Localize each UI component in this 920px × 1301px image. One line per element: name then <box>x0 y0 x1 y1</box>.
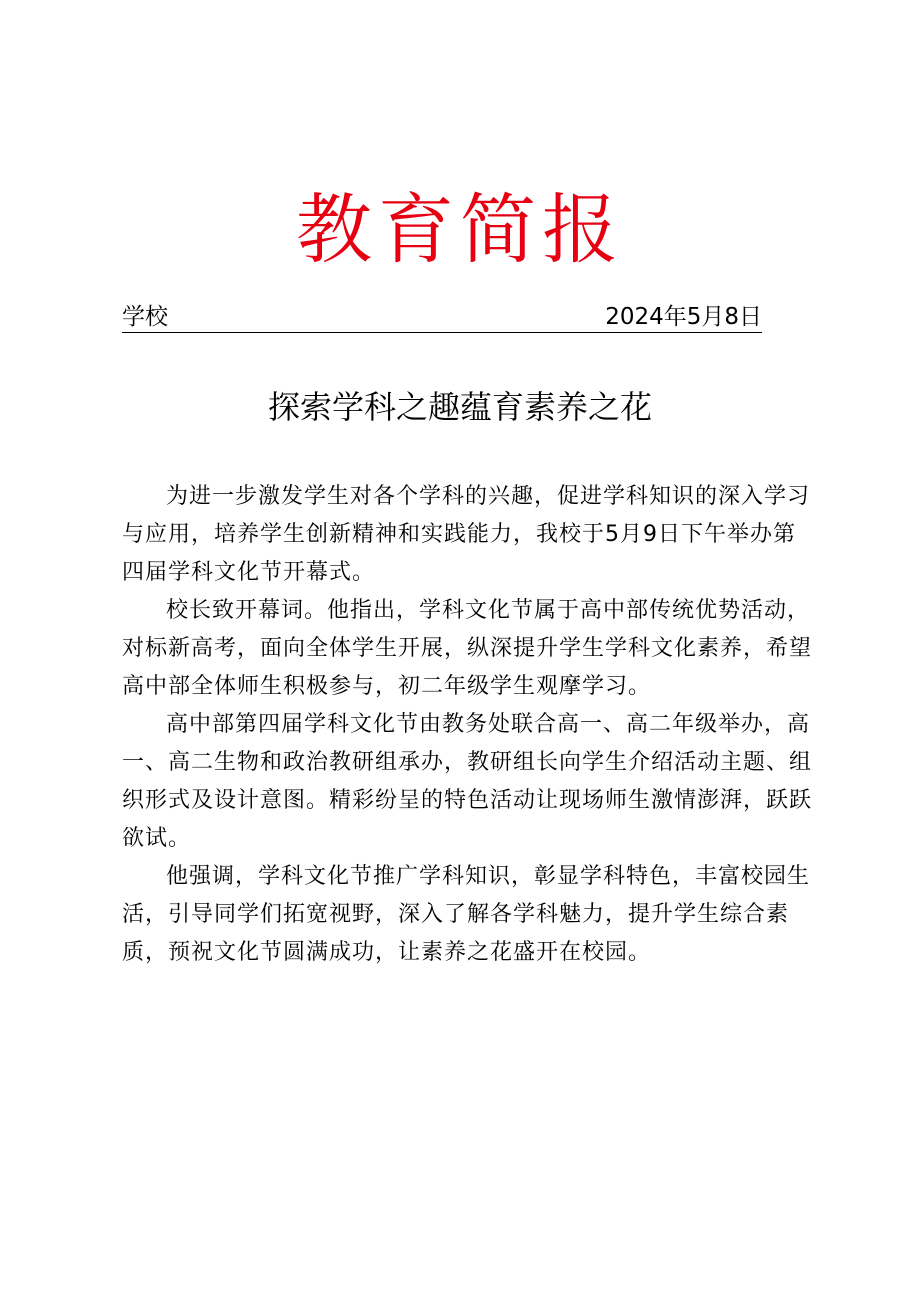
school-label: 学校 <box>122 304 168 330</box>
article-body <box>122 478 812 972</box>
article-paragraph: 高中部第四届学科文化节由教务处联合高一、高二年级举办，高一、高二生物和政治教研组承办，教研组长向学生介绍活动主题、组织形式及设计意图。精彩纷呈的特色活动让现场师生激情澎湃，跃跃欲试。 <box>122 712 813 851</box>
article-paragraph: 校长致开幕词。他指出，学科文化节属于高中部传统优势活动，对标新高考，面向全体学生开展，纵深提升学生学科文化素养，希望高中部全体师生积极参与，初二年级学生观摩学习。 <box>122 598 813 699</box>
article-paragraph: 为进一步激发学生对各个学科的兴趣，促进学科知识的深入学习与应用，培养学生创新精神和实践能力，我校于5月9日下午举办第四届学科文化节开幕式。 <box>122 484 811 585</box>
article-title: 探索学科之趣蕴育素养之花 <box>267 388 652 426</box>
newsletter-masthead: 教育简报 <box>296 185 624 274</box>
meta-line <box>122 302 762 333</box>
article-paragraph: 他强调，学科文化节推广学科知识，彰显学科特色，丰富校园生活，引导同学们拓宽视野，深入了解各学科魅力，提升学生综合素质，预祝文化节圆满成功，让素养之花盛开在校园。 <box>122 864 811 965</box>
issue-date: 2024年5月8日 <box>605 304 762 330</box>
